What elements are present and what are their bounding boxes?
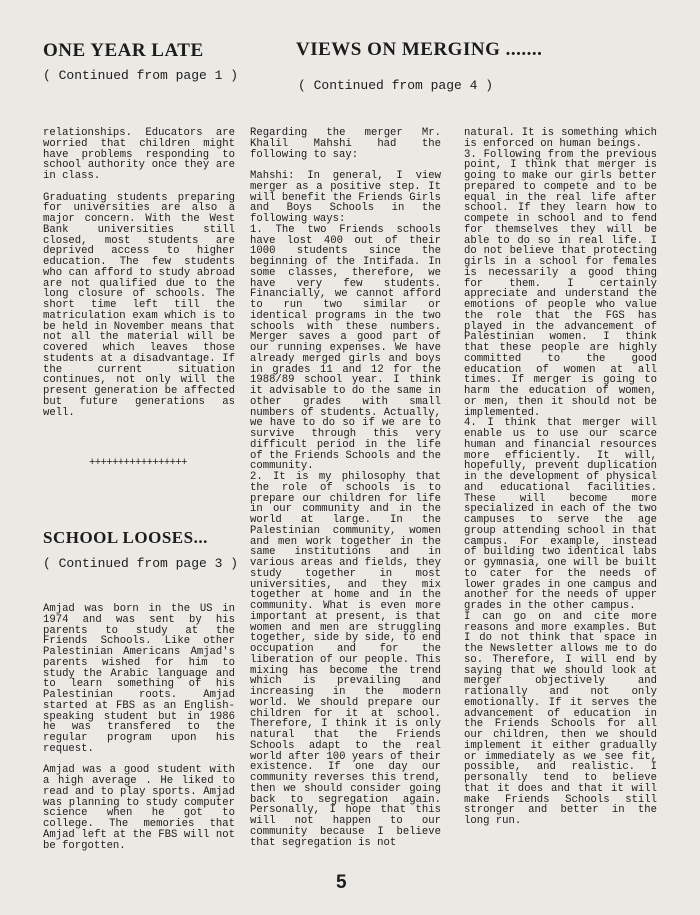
paragraph: 2. It is my philosophy that the role of schools is to prepare our children for life in our community and in the world at large. In the Palestinian community, women and men work together in the same institutions and in various areas and fields, they study together in most universities, and they mix together at home and in the community. What is even more important at present, is that women and men are struggling together, side by side, to end occupation and for the liberation of our people. This mixing has become the trend which is prevailing and increasing in the modern world. We should prepare our children for it at school. Therefore, I think it is only natural that the Friends Schools adapt to the real world after 100 years of their existence. If one day our community reverses this trend, then we should consider going back to segregation again. Personally, I hope that this will not happen to our community because I believe that segregation is not (250, 471, 441, 849)
article-title-views-on-merging: VIEWS ON MERGING ....... (296, 39, 543, 60)
paragraph: 3. Following from the previous point, I think that merger is going to make our girls better prepared to compete and to be equal in the real life after school. If they learn how to compete in school and to fend for themselves they will be able to do so in real life. I do not believe that protecting girls in a school for females is necessarily a good thing for them. I certainly appreciate and understand the emotions of people who value the role that the FGS has played in the advancement of Palestinian women. I think that these people are highly committed to the good education of women at all times. If merger is going to harm the education of women, or men, then it should not be implemented. (464, 148, 657, 419)
paragraph: Regarding the merger Mr. Khalil Mahshi had the following to say: (250, 127, 441, 161)
paragraph: 4. I think that merger will enable us to use our scarce human and financial resources more efficiently. It will, hopefully, prevent duplication in the development of physical and educational facilities. These will become more specialized in each of the two campuses to serve the age group attending school in that campus. For example, instead of building two identical labs or gymnasia, one will be built to cater for the needs of lower grades in one campus and another for the needs of upper grades in the other campus. (464, 417, 657, 612)
continued-note-page-4: ( Continued from page 4 ) (298, 78, 494, 93)
separator-plus-line: +++++++++++++++++ (89, 457, 187, 469)
paragraph: natural. It is something which is enforced on human beings. (464, 127, 657, 150)
paragraph: Mahshi: In general, I view merger as a positive step. It will benefit the Friends Girls and Boys Schools in the following ways: (250, 170, 441, 226)
article-title-school-looses: SCHOOL LOOSES... (43, 528, 208, 547)
paragraph: Graduating students preparing for universities are also a major concern. With the West Bank universities still closed, most students are deprived access to higher education. The few students who can afford to study abroad are not qualified due to the long closure of schools. The short time left till the matriculation exam which is to be held in November means that not all the material will be covered which leaves those students at a disadvantage. If the current situation continues, not only will the present generation be affected but future generations as well. (43, 191, 235, 419)
column-left-bottom (43, 603, 235, 852)
paragraph: Amjad was a good student with a high average . He liked to read and to play sports. Amjad was planning to study computer science when he got to college. The memories that Amjad left at the FBS will not be forgotten. (43, 764, 235, 852)
article-title-one-year-late: ONE YEAR LATE (43, 40, 204, 61)
column-middle (250, 128, 441, 858)
paragraph: Amjad was born in the US in 1974 and was sent by his parents to study at the Friends Schools. Like other Palestinian Americans Amjad's parents wished for him to study the Arabic language and to learn something of his Palestinian roots. Amjad started at FBS as an English-speaking student but in 1986 he was transfered to the regular program upon his request. (43, 603, 235, 755)
page-number: 5 (336, 872, 347, 893)
continued-note-page-1: ( Continued from page 1 ) (43, 68, 239, 83)
paragraph: I can go on and cite more reasons and more examples. But I do not think that space in the Newsletter allows me to do so. Therefore, I will end by saying that we should look at merger objectively and rationally and not only emotionally. If it serves the advancement of education in the Friends Schools for all our children, then we should implement it either gradually or immediately as we see fit, possible, and realistic. I personally tend to believe that it does and that it will make Friends Schools still stronger and better in the long run. (464, 610, 657, 827)
continued-note-page-3: ( Continued from page 3 ) (43, 556, 239, 571)
paragraph: relationships. Educators are worried that children might have problems responding to school authority once they are in class. (43, 127, 235, 182)
paragraph: 1. The two Friends schools have lost 400 out of their 1000 students since the beginning of the Intifada. In some classes, therefore, we have very few students. Financially, we cannot afford to run two similar or identical programs in the two schools with these numbers. Merger saves a good part of our running expenses. We have already merged girls and boys in grades 11 and 12 for the 1988/89 school year. I think it advisable to do the same in other grades with small numbers of students. Actually, we have to do so if we are to survive through this very difficult period in the life of the Friends Schools and the community. (250, 223, 441, 473)
column-left-top (43, 128, 235, 428)
column-right (464, 128, 657, 858)
